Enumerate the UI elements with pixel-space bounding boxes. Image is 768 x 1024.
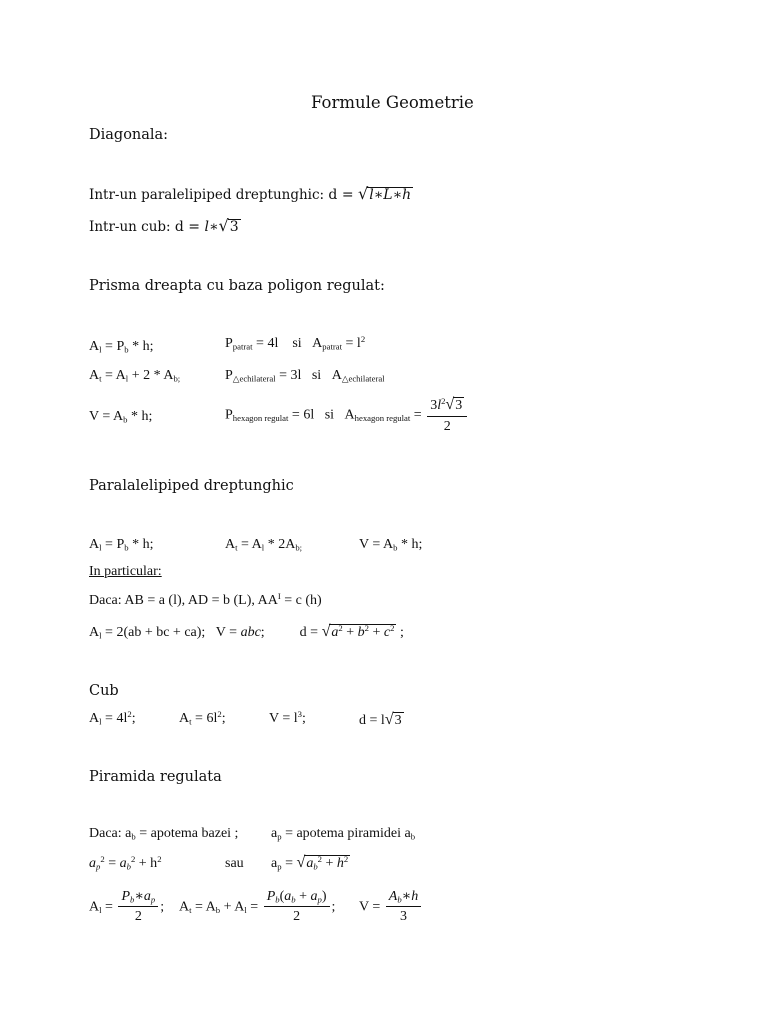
heading-cub: Cub: [89, 683, 119, 699]
heading-diagonala: Diagonala:: [89, 127, 169, 143]
prisma-echilateral-formula: $P_{\triangle echilateral} = 3l$ si $A_{\triangle echilateral}$: [225, 368, 385, 384]
cub-volum-formula: $V = l^3$;: [269, 709, 306, 726]
heading-piramida: Piramida regulata: [89, 769, 222, 785]
in-particular-label: In particular:: [89, 564, 162, 579]
diagonal-cub-formula: d = l∗√3: [174, 216, 239, 235]
diagonal-paralelipiped-text: Intr-un paralelipiped dreptunghic:: [89, 187, 325, 203]
cub-at-formula: $A_t = 6l^2$;: [179, 709, 226, 727]
heading-prisma: Prisma dreapta cu baza poligon regulat:: [89, 278, 385, 294]
prisma-al-formula: $A_l = P_b * h$;: [89, 339, 154, 355]
diagonal-cub-line: [89, 218, 241, 235]
prisma-hexagon-formula: $P_{hexagon regulat} = 6l$ si $A_{hexagon regulat}$ = $\frac{3l^2√3}{2}$: [225, 396, 469, 435]
paralelipiped-al-formula: $A_l = P_b * h$;: [89, 537, 154, 553]
diagonal-cub-text: Intr-un cub:: [89, 219, 171, 235]
paralelipiped-volum-formula: $V = A_b * h$;: [359, 537, 423, 553]
paralelipiped-at-formula: $A_t = A_l * 2A_{b;}$: [225, 537, 303, 553]
piramida-daca-line: Daca: $a_b$ = apotema bazei ;: [89, 826, 239, 842]
heading-paralelipiped: Paralalelipiped dreptunghic: [89, 478, 294, 494]
prisma-volum-formula: $V = A_b * h$;: [89, 409, 153, 425]
piramida-rel1-formula: $a_p^2 = a_b^2 + h^2$: [89, 854, 162, 872]
diagonal-paralelipiped-formula: d = √l∗L∗h: [328, 184, 412, 203]
piramida-ap-line: $a_p$ = apotema piramidei $a_b$: [271, 826, 416, 842]
piramida-volum-formula: V = $\frac{A_b∗h}{3}$: [359, 889, 423, 925]
piramida-rel2-formula: $a_p = √a_b^2 + h^2$: [271, 854, 349, 872]
diagonal-paralelipiped-line: [89, 186, 413, 203]
prisma-at-formula: $A_t = A_l + 2 * A_{b;}$: [89, 368, 181, 384]
piramida-al-formula: $A_l$ = $\frac{P_b∗a_p}{2}$ ;: [89, 889, 165, 925]
cub-al-formula: $A_l = 4l^2$;: [89, 709, 136, 727]
page-title: Formule Geometrie: [311, 93, 474, 112]
prisma-patrat-formula: $P_{patrat} = 4l$ si $A_{patrat} = l^2$: [225, 334, 366, 352]
paralelipiped-daca-line: Daca: AB = a (l), AD = b (L), $AA^I = c$ (h): [89, 591, 322, 608]
piramida-at-formula: $A_t = A_b + A_l$ = $\frac{P_b(a_b + a_p)}{2}$ ;: [179, 889, 336, 925]
piramida-sau-label: sau: [225, 856, 244, 871]
paralelipiped-formula-line: $A_l = 2(ab$ + bc + ca); V = abc; $d = √a^2 + b^2 + c^2$ ;: [89, 623, 404, 641]
cub-diagonal-formula: d = l√3: [359, 711, 402, 728]
